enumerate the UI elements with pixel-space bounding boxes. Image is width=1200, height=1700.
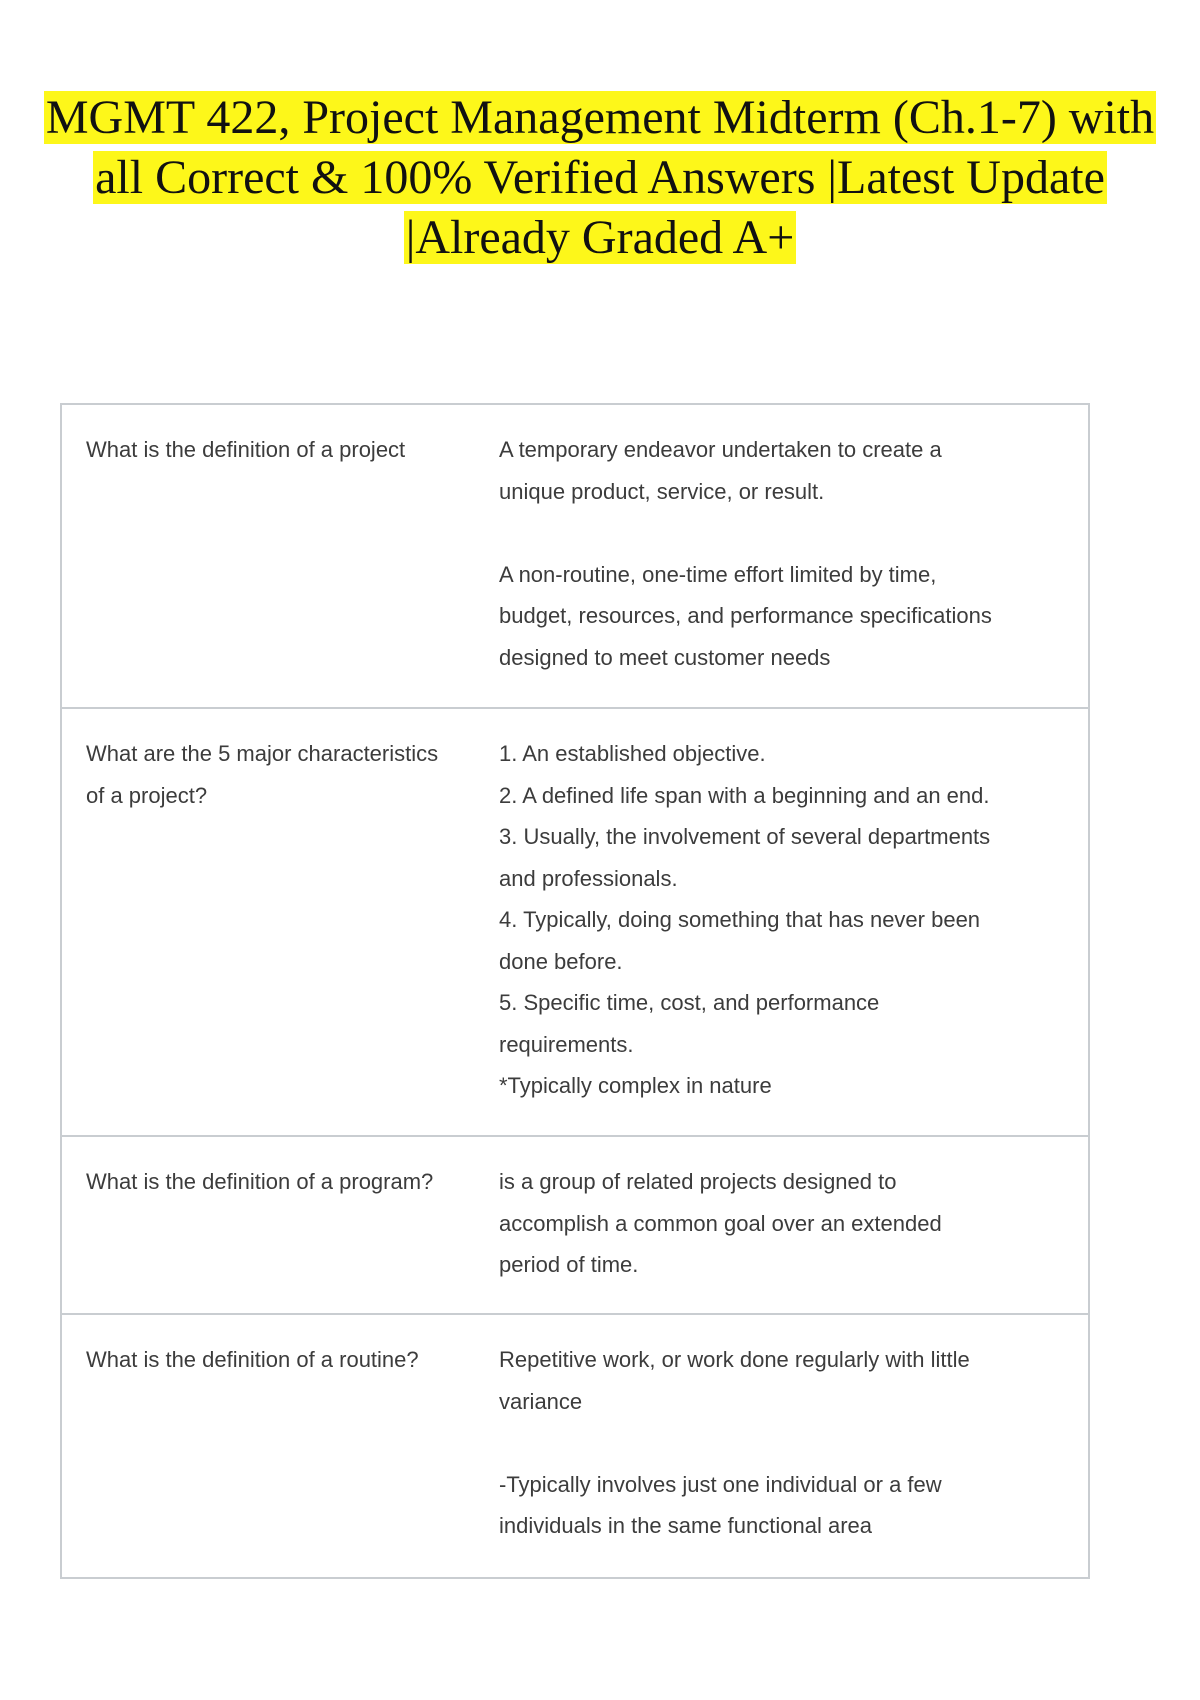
definition-text: is a group of related projects designed to	[499, 1169, 897, 1194]
term-text: What are the 5 major characteristics	[86, 741, 439, 766]
flashcard-table	[60, 403, 1090, 1579]
definition-text: 2. A defined life span with a beginning and an end.	[499, 782, 990, 808]
definition-text: designed to meet customer needs	[499, 644, 831, 670]
term-cell	[62, 405, 499, 707]
term-cell	[62, 709, 499, 1135]
flashcard-row	[62, 405, 1088, 709]
document-title	[40, 88, 1160, 268]
definition-text: Repetitive work, or work done regularly with little	[499, 1347, 970, 1372]
definition-text: 4. Typically, doing something that has never been	[499, 907, 981, 932]
definition-text: done before.	[499, 948, 623, 974]
definition-text: individuals in the same functional area	[499, 1513, 873, 1538]
definition-text: 5. Specific time, cost, and performance	[499, 990, 880, 1015]
definition-cell	[499, 709, 1088, 1135]
flashcard-row	[62, 1315, 1088, 1577]
title-line: MGMT 422, Project Management Midterm (Ch.1-7) with	[45, 91, 1155, 144]
definition-cell	[499, 405, 1088, 707]
definition-text: A temporary endeavor undertaken to create a	[499, 437, 942, 462]
definition-text: budget, resources, and performance specifications	[499, 603, 992, 628]
title-line: |Already Graded A+	[405, 211, 795, 264]
definition-text: unique product, service, or result.	[499, 478, 825, 504]
term-text: What is the definition of a project	[86, 437, 406, 462]
definition-text: 1. An established objective.	[499, 741, 766, 766]
definition-cell	[499, 1315, 1088, 1577]
definition-text: A non-routine, one-time effort limited by time,	[499, 561, 937, 587]
term-text: What is the definition of a program?	[86, 1169, 434, 1194]
definition-text: requirements.	[499, 1031, 634, 1057]
definition-text: period of time.	[499, 1252, 639, 1277]
paragraph-gap	[499, 512, 1064, 554]
definition-text: and professionals.	[499, 865, 678, 891]
definition-text: -Typically involves just one individual or a few	[499, 1471, 942, 1497]
definition-cell	[499, 1137, 1088, 1313]
term-text: What is the definition of a routine?	[86, 1347, 419, 1372]
title-line: all Correct & 100% Verified Answers |Latest Update	[95, 151, 1105, 204]
definition-text: variance	[499, 1388, 583, 1414]
definition-text: *Typically complex in nature	[499, 1073, 772, 1098]
term-cell	[62, 1315, 499, 1577]
paragraph-gap	[499, 1422, 1064, 1464]
flashcard-row	[62, 1137, 1088, 1315]
flashcard-row	[62, 709, 1088, 1137]
definition-text: accomplish a common goal over an extended	[499, 1210, 942, 1236]
definition-text: 3. Usually, the involvement of several departments	[499, 824, 991, 849]
term-text: of a project?	[86, 783, 208, 808]
term-cell	[62, 1137, 499, 1313]
